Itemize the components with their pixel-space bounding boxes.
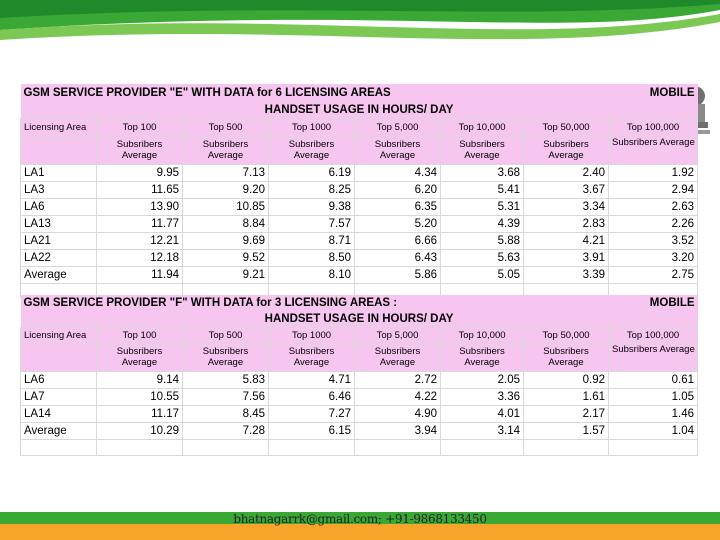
column-subheader: Subsribers Average	[441, 343, 524, 371]
row-area: LA7	[21, 388, 97, 405]
row-area: LA1	[21, 164, 97, 181]
subheader-blank	[21, 343, 97, 371]
table-cell: 10.85	[183, 198, 269, 215]
column-subheader: Subsribers Average	[97, 343, 183, 371]
column-header-area: Licensing Area	[21, 118, 97, 136]
table-cell: 9.52	[183, 249, 269, 266]
column-subheader: Subsribers Average	[355, 343, 441, 371]
table-cell: 7.56	[183, 388, 269, 405]
table-row	[21, 422, 698, 439]
column-header: Top 10,000	[441, 118, 524, 136]
table-row	[21, 232, 698, 249]
table-cell: 3.91	[524, 249, 609, 266]
column-subheader: Subsribers Average	[97, 136, 183, 164]
table-cell: 3.52	[609, 232, 698, 249]
column-subheader: Subsribers Average	[183, 136, 269, 164]
table-cell: 11.17	[97, 405, 183, 422]
table-cell: 10.29	[97, 422, 183, 439]
column-subheader: Subsribers Average	[269, 343, 355, 371]
table-cell: 12.18	[97, 249, 183, 266]
table-cell: 13.90	[97, 198, 183, 215]
table-provider-f	[20, 295, 698, 456]
table-cell: 11.94	[97, 266, 183, 283]
table-cell: 8.84	[183, 215, 269, 232]
table-cell: 3.36	[441, 388, 524, 405]
table-cell: 2.83	[524, 215, 609, 232]
mobile-label: MOBILE	[524, 84, 698, 102]
column-header: Top 50,000	[524, 327, 609, 343]
table-cell: 4.34	[355, 164, 441, 181]
table-cell: 9.69	[183, 232, 269, 249]
table-cell: 6.35	[355, 198, 441, 215]
table-cell: 3.14	[441, 422, 524, 439]
table-body	[21, 371, 698, 439]
row-area: LA22	[21, 249, 97, 266]
row-area: Average	[21, 422, 97, 439]
column-header: Top 100,000	[609, 327, 698, 343]
table-cell: 7.57	[269, 215, 355, 232]
table-cell: 2.63	[609, 198, 698, 215]
table-cell: 3.68	[441, 164, 524, 181]
table-cell: 4.01	[441, 405, 524, 422]
table-row	[21, 388, 698, 405]
column-header: Top 500	[183, 327, 269, 343]
footer-contact: bhatnagarrk@gmail.com; +91-9868133450	[233, 512, 487, 526]
row-area: LA13	[21, 215, 97, 232]
table-title: GSM SERVICE PROVIDER "F" WITH DATA for 3 LICENSING AREAS :	[21, 295, 524, 311]
table-cell: 2.26	[609, 215, 698, 232]
table-cell: 4.71	[269, 371, 355, 388]
table-cell: 5.41	[441, 181, 524, 198]
table-cell: 8.71	[269, 232, 355, 249]
table-cell: 1.04	[609, 422, 698, 439]
table-cell: 5.88	[441, 232, 524, 249]
table-row	[21, 371, 698, 388]
subheader-blank	[21, 136, 97, 164]
column-header: Top 5,000	[355, 118, 441, 136]
table-cell: 9.38	[269, 198, 355, 215]
table-cell: 6.20	[355, 181, 441, 198]
table-cell: 2.05	[441, 371, 524, 388]
mobile-label: MOBILE	[524, 295, 698, 311]
row-area: LA21	[21, 232, 97, 249]
table-cell: 5.86	[355, 266, 441, 283]
column-header: Top 50,000	[524, 118, 609, 136]
table-provider-e	[20, 84, 698, 298]
table-cell: 5.63	[441, 249, 524, 266]
table-row	[21, 405, 698, 422]
table-cell: 1.57	[524, 422, 609, 439]
table-cell: 5.31	[441, 198, 524, 215]
row-area: LA14	[21, 405, 97, 422]
table-cell: 1.92	[609, 164, 698, 181]
table-cell: 12.21	[97, 232, 183, 249]
table-cell: 1.61	[524, 388, 609, 405]
table-cell: 3.20	[609, 249, 698, 266]
table-cell: 9.14	[97, 371, 183, 388]
row-area: LA3	[21, 181, 97, 198]
table-cell: 8.45	[183, 405, 269, 422]
table-cell: 3.67	[524, 181, 609, 198]
table-cell: 3.34	[524, 198, 609, 215]
column-header-area: Licensing Area	[21, 327, 97, 343]
table-cell: 6.19	[269, 164, 355, 181]
table-cell: 6.43	[355, 249, 441, 266]
table-row	[21, 266, 698, 283]
table-cell: 9.95	[97, 164, 183, 181]
table-row	[21, 215, 698, 232]
table-cell: 4.90	[355, 405, 441, 422]
table-cell: 4.22	[355, 388, 441, 405]
table-subtitle: HANDSET USAGE IN HOURS/ DAY	[21, 102, 698, 118]
table-cell: 7.28	[183, 422, 269, 439]
table-cell: 1.46	[609, 405, 698, 422]
table-cell: 2.94	[609, 181, 698, 198]
table-cell: 11.77	[97, 215, 183, 232]
table-cell: 2.40	[524, 164, 609, 181]
table-cell: 2.75	[609, 266, 698, 283]
table-cell: 7.27	[269, 405, 355, 422]
table-cell: 2.72	[355, 371, 441, 388]
table-cell: 0.61	[609, 371, 698, 388]
table-cell: 4.39	[441, 215, 524, 232]
column-header: Top 5,000	[355, 327, 441, 343]
table-cell: 6.66	[355, 232, 441, 249]
table-cell: 6.15	[269, 422, 355, 439]
table-row	[21, 181, 698, 198]
table-cell: 5.05	[441, 266, 524, 283]
column-header: Top 500	[183, 118, 269, 136]
column-subheader: Subsribers Average	[183, 343, 269, 371]
table-cell: 2.17	[524, 405, 609, 422]
column-subheader: Subsribers Average	[524, 343, 609, 371]
table-cell: 8.10	[269, 266, 355, 283]
table-cell: 5.83	[183, 371, 269, 388]
table-cell: 1.05	[609, 388, 698, 405]
table-row	[21, 164, 698, 181]
table-body	[21, 164, 698, 283]
table-cell: 7.13	[183, 164, 269, 181]
table-cell: 11.65	[97, 181, 183, 198]
column-header: Top 1000	[269, 118, 355, 136]
table-cell: 8.25	[269, 181, 355, 198]
table-cell: 4.21	[524, 232, 609, 249]
row-area: LA6	[21, 198, 97, 215]
table-cell: 9.20	[183, 181, 269, 198]
table-cell: 8.50	[269, 249, 355, 266]
table-cell: 3.94	[355, 422, 441, 439]
row-area: Average	[21, 266, 97, 283]
table-title: GSM SERVICE PROVIDER "E" WITH DATA for 6 LICENSING AREAS	[21, 84, 524, 102]
table-cell: 10.55	[97, 388, 183, 405]
row-area: LA6	[21, 371, 97, 388]
column-header: Top 1000	[269, 327, 355, 343]
table-cell: 9.21	[183, 266, 269, 283]
header-decoration	[0, 0, 720, 62]
table-cell: 5.20	[355, 215, 441, 232]
column-header: Top 100	[97, 118, 183, 136]
table-row	[21, 249, 698, 266]
table-cell: 3.39	[524, 266, 609, 283]
column-subheader: Subsribers Average	[441, 136, 524, 164]
column-subheader: Subsribers Average	[355, 136, 441, 164]
column-header: Top 10,000	[441, 327, 524, 343]
table-subtitle: HANDSET USAGE IN HOURS/ DAY	[21, 311, 698, 327]
table-cell: 6.46	[269, 388, 355, 405]
column-header: Top 100	[97, 327, 183, 343]
column-header: Top 100,000	[609, 118, 698, 136]
column-subheader: Subsribers Average	[609, 343, 698, 371]
table-row	[21, 198, 698, 215]
column-subheader: Subsribers Average	[609, 136, 698, 164]
column-subheader: Subsribers Average	[524, 136, 609, 164]
column-subheader: Subsribers Average	[269, 136, 355, 164]
table-cell: 0.92	[524, 371, 609, 388]
